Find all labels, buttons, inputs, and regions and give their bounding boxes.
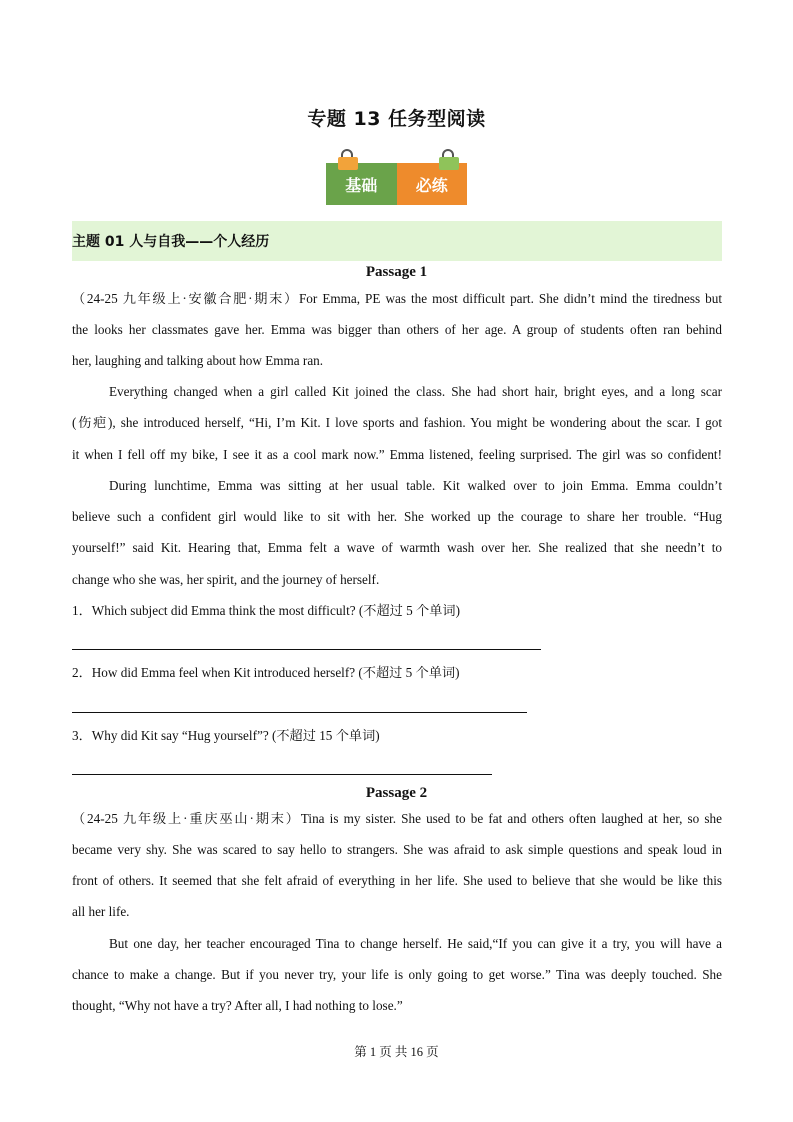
badge-label-left: 基础 xyxy=(326,163,397,205)
theme-heading-bar xyxy=(72,221,722,261)
passage-2-line: all her life. xyxy=(72,904,130,919)
passage-1-line: yourself!” said Kit. Hearing that, Emma felt a wave of warmth wash over her. She realized that she needn’t to xyxy=(72,540,722,555)
binder-clip-icon xyxy=(439,149,459,171)
passage-1-title: Passage 1 xyxy=(365,264,428,280)
passage-1-line: Everything changed when a girl called Kit joined the class. She had short hair, bright eyes, and a long scar xyxy=(109,384,722,399)
answer-line-2[interactable] xyxy=(72,712,527,713)
passage-2-title: Passage 2 xyxy=(365,785,428,801)
page-footer: 第 1 页 共 16 页 xyxy=(354,1045,439,1059)
answer-line-1[interactable] xyxy=(72,649,541,650)
passage-1-line: (伤疤), she introduced herself, “Hi, I’m Kit. I love sports and fashion. You might be wondering about the scar. I got xyxy=(72,415,722,430)
passage-1-line: believe such a confident girl would like to sit with her. She worked up the courage to share her trouble. “Hug xyxy=(72,509,722,524)
document-title: 专题 13 任务型阅读 xyxy=(307,108,486,130)
answer-line-3[interactable] xyxy=(72,774,492,775)
passage-1-line: change who she was, her spirit, and the journey of herself. xyxy=(72,572,380,587)
passage-2-line: chance to make a change. But if you never try, your life is only going to get worse.” Tina was deeply touched. She xyxy=(72,967,722,982)
badge-label-right: 必练 xyxy=(397,163,468,205)
passage-1-line: During lunchtime, Emma was sitting at her usual table. Kit walked over to join Emma. Emma couldn’t xyxy=(109,478,722,493)
passage-1-line: her, laughing and talking about how Emma ran. xyxy=(72,353,324,368)
section-badge xyxy=(326,163,467,205)
question-1: 1．Which subject did Emma think the most difficult? (不超过 5 个单词) xyxy=(72,603,460,618)
question-2: 2．How did Emma feel when Kit introduced herself? (不超过 5 个单词) xyxy=(72,665,460,680)
passage-2-line: （24-25 九年级上·重庆巫山·期末）Tina is my sister. She used to be fat and others often laughed at her, so she xyxy=(72,811,722,826)
passage-1-line: the looks her classmates gave her. Emma was bigger than others of her age. A group of students often ran behind xyxy=(72,322,722,337)
question-3: 3．Why did Kit say “Hug yourself”? (不超过 15 个单词) xyxy=(72,728,380,743)
passage-2-line: But one day, her teacher encouraged Tina to change herself. He said,“If you can give it a try, you will have a xyxy=(109,936,722,951)
binder-clip-icon xyxy=(338,149,358,171)
passage-2-line: front of others. It seemed that she felt afraid of everything in her life. She used to believe that she would be like this xyxy=(72,873,722,888)
passage-1-line: （24-25 九年级上·安徽合肥·期末）For Emma, PE was the most difficult part. She didn’t mind the tiredness but xyxy=(72,291,722,306)
passage-1-line: it when I fell off my bike, I see it as a cool mark now.” Emma listened, feeling surprised. The girl was so confident! xyxy=(72,447,722,462)
passage-2-line: became very shy. She was scared to say hello to strangers. She was afraid to ask simple questions and speak loud in xyxy=(72,842,722,857)
passage-2-line: thought, “Why not have a try? After all, I had nothing to lose.” xyxy=(72,998,403,1013)
theme-heading: 主题 01 人与自我——个人经历 xyxy=(72,234,270,250)
